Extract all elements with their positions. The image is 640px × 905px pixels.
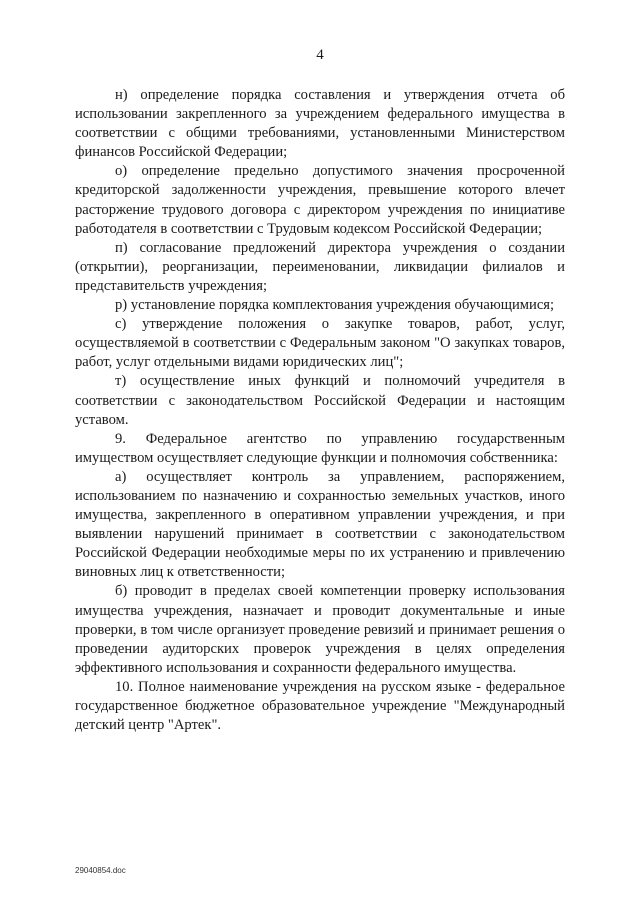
page-number: 4 [316, 47, 324, 63]
paragraph-t: т) осуществление иных функций и полномочий учредителя в соответствии с законодательством Российской Федерации и настоящим уставом. [75, 373, 565, 428]
paragraph-n: н) определение порядка составления и утверждения отчета об использовании закрепленного за учреждением федерального имущества в соответствии с общими требованиями, установленными Министерством финансов Российской Федерации; [75, 87, 565, 161]
paragraph-10: 10. Полное наименование учреждения на русском языке - федеральное государственное бюджетное образовательное учреждение "Международный детский центр "Артек". [75, 678, 565, 734]
footer-filename: 29040854.doc [75, 866, 126, 875]
paragraph-r: р) установление порядка комплектования учреждения обучающимися; [115, 297, 555, 314]
paragraph-p: п) согласование предложений директора учреждения о создании (открытии), реорганизации, переименовании, ликвидации филиалов и представительств учреждения; [75, 239, 565, 294]
paragraph-s: с) утверждение положения о закупке товаров, работ, услуг, осуществляемой в соответствии с Федеральным законом "О закупках товаров, работ, услуг отдельными видами юридических лиц"; [75, 316, 565, 371]
paragraph-9a: а) осуществляет контроль за управлением, распоряжением, использованием по назначению и сохранностью земельных участков, иного имущества, закрепленного в оперативном управлении учреждения, и при выявлении нарушений принимает в соответствии с законодательством Российской Федерации необходимые меры по их устранению и привлечению виновных лиц к ответственности; [75, 468, 565, 581]
paragraph-o: о) определение предельно допустимого значения просроченной кредиторской задолженности учреждения, превышение которого влечет расторжение трудового договора с директором учреждения по инициативе работодателя в соответствии с Трудовым кодексом Российской Федерации; [75, 163, 565, 237]
paragraph-9b: б) проводит в пределах своей компетенции проверку использования имущества учреждения, назначает и проводит документальные и иные проверки, в том числе организует проведение ревизий и принимает решения о проведении аудиторских проверок учреждения в целях определения эффективного использования и сохранности федерального имущества. [75, 583, 565, 676]
paragraph-9: 9. Федеральное агентство по управлению государственным имуществом осуществляет следующие функции и полномочия собственника: [75, 430, 565, 466]
document-body [75, 86, 565, 735]
